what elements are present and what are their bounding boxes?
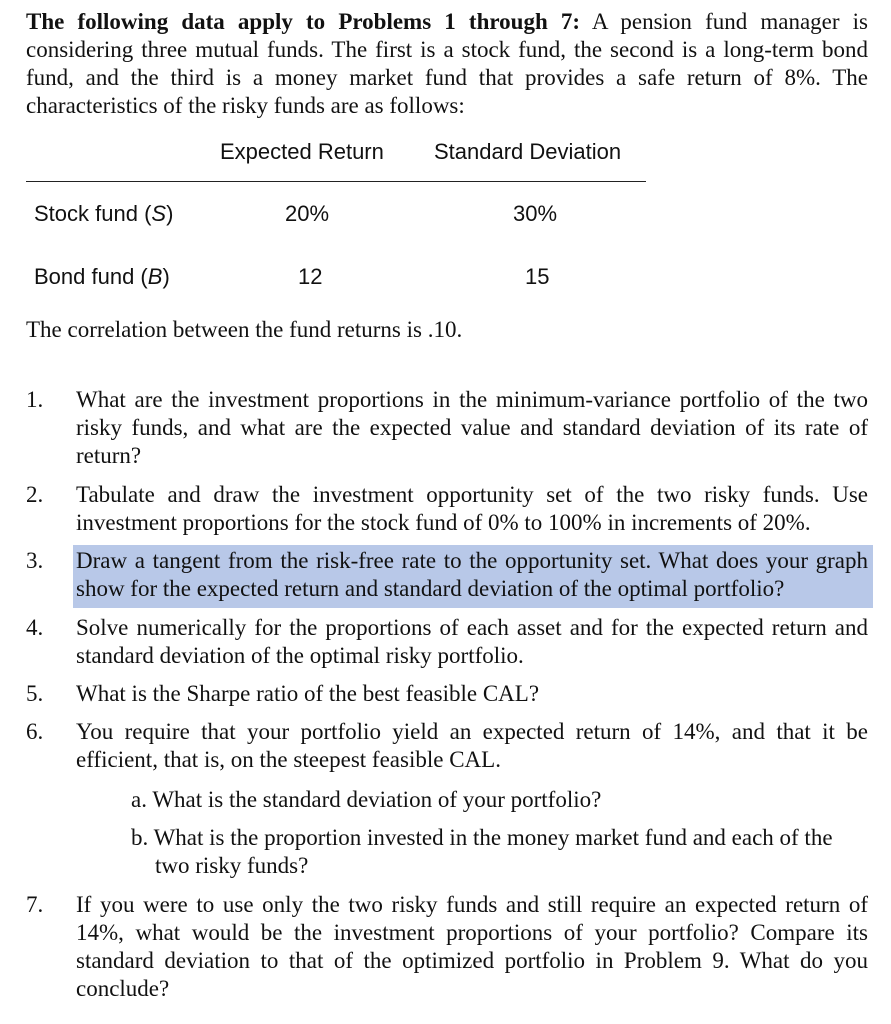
question-6a [131, 786, 868, 814]
intro-text: A pension fund manager is considering three mutual funds. The first is a stock fund, the second is a long-term bond fund, and the third is a money market fund that provides a safe return of 8%. The characteristics of the risky funds are as follows: [26, 9, 869, 118]
table-cell-bond-std-dev: 15 [525, 264, 550, 289]
intro-lead: The following data apply to Problems 1 through 7: [26, 9, 581, 34]
question-4-text: Solve numerically for the proportions of each asset and for the expected return and standard deviation of the optimal risky portfolio. [76, 615, 868, 668]
subquestion-a-text: What is the standard deviation of your portfolio? [152, 787, 602, 812]
table-cell-stock-std-dev: 30% [513, 201, 558, 226]
question-3-number: 3. [26, 548, 44, 573]
question-5-text: What is the Sharpe ratio of the best feasible CAL? [76, 681, 540, 706]
table-row-label-bond: Bond fund (B) [34, 264, 170, 289]
question-3-text[interactable]: Draw a tangent from the risk-free rate to the opportunity set. What does your graph show for the expected return and standard deviation of the optimal portfolio? [76, 548, 868, 601]
question-4-number: 4. [26, 615, 44, 640]
table-row-label-stock: Stock fund (S) [34, 201, 174, 226]
table-header-standard-deviation: Standard Deviation [434, 139, 622, 164]
question-6-text: You require that your portfolio yield an expected return of 14%, and that it be efficient, that is, on the steepest feasible CAL. [76, 719, 868, 772]
question-1-text: What are the investment proportions in the minimum-variance portfolio of the two risky funds, and what are the expected value and standard deviation of its rate of return? [76, 387, 868, 468]
question-2-text: Tabulate and draw the investment opportunity set of the two risky funds. Use investment proportions for the stock fund of 0% to 100% in increments of 20%. [76, 482, 868, 535]
question-5-number: 5. [26, 681, 44, 706]
table-header-expected-return: Expected Return [220, 139, 384, 164]
subquestion-b-text: What is the proportion invested in the money market fund and each of the two risky funds? [153, 825, 833, 878]
subquestion-a-label: a. [131, 787, 147, 812]
table-cell-stock-expected-return: 20% [285, 201, 330, 226]
question-6b [131, 824, 868, 880]
question-1-number: 1. [26, 387, 44, 412]
question-7-text: If you were to use only the two risky funds and still require an expected return of 14%, what would be the investment proportions of your portfolio? Compare its standard deviation to that of the optimized portfolio in Problem 9. What do you conclude? [76, 892, 868, 1001]
question-6-number: 6. [26, 719, 44, 744]
table-cell-bond-expected-return: 12 [298, 264, 323, 289]
question-2-number: 2. [26, 482, 44, 507]
question-7-number: 7. [26, 892, 44, 917]
correlation-statement: The correlation between the fund returns is .10. [26, 317, 463, 342]
intro-paragraph [26, 8, 868, 120]
subquestion-b-label: b. [131, 825, 149, 850]
table-divider [26, 181, 646, 182]
